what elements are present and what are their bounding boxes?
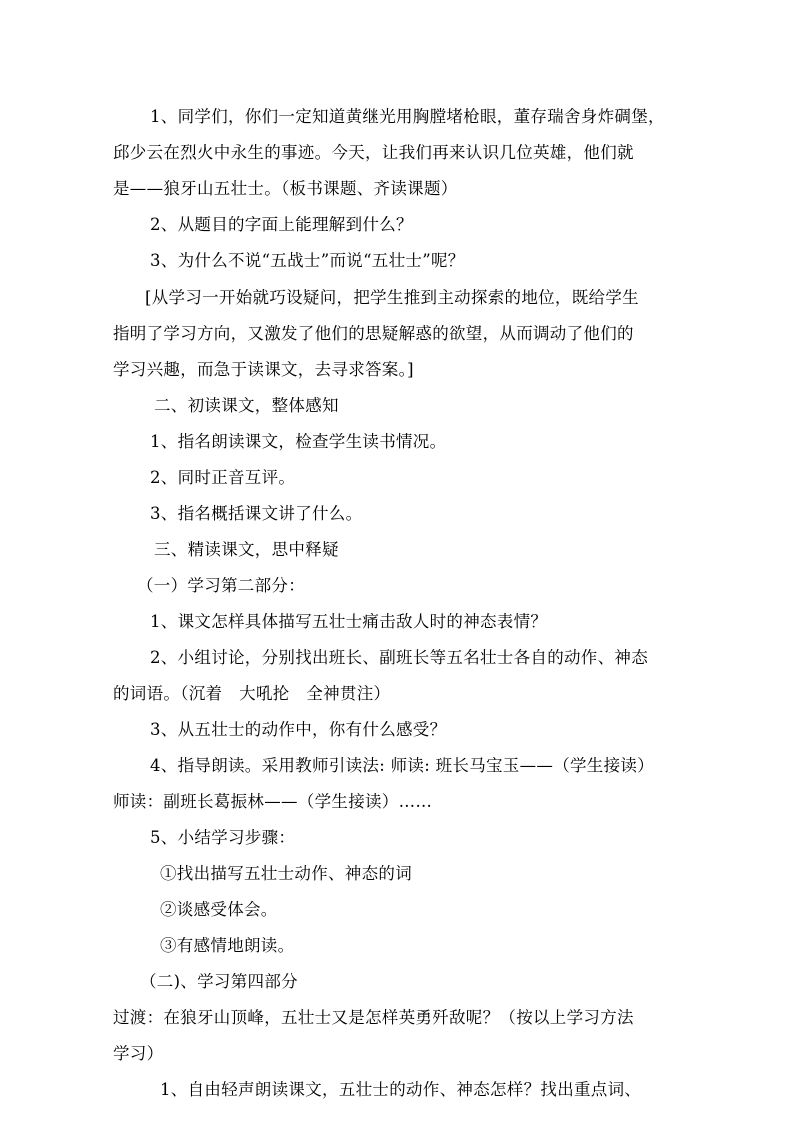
subsection-heading: （一）学习第二部分： — [137, 576, 305, 595]
list-item: 1、自由轻声朗读课文，五壮士的动作、神态怎样？找出重点词、 — [160, 1080, 642, 1099]
list-item: 2、同时正音互评。 — [150, 468, 296, 487]
paragraph-line: 2、从题目的字面上能理解到什么？ — [150, 215, 413, 234]
list-item: 1、课文怎样具体描写五壮士痛击敌人时的神态表情？ — [150, 612, 548, 631]
transition-line: 过渡：在狼牙山顶峰，五壮士又是怎样英勇歼敌呢？（按以上学习方法 — [113, 1008, 634, 1027]
list-item: 3、从五壮士的动作中，你有什么感受？ — [150, 720, 447, 739]
list-item: 4、指导朗读。采用教师引读法: 师读: 班长马宝玉——（学生接读） — [150, 756, 655, 775]
list-item: 2、小组讨论，分别找出班长、副班长等五名壮士各自的动作、神态 — [150, 648, 648, 667]
step-item: ③有感情地朗读。 — [160, 936, 295, 955]
subsection-heading: （二)、学习第四部分 — [140, 972, 298, 991]
step-item: ①找出描写五壮士动作、神态的词 — [160, 864, 412, 883]
list-item: 的词语。（沉着 大吼抡 全神贯注） — [113, 684, 391, 703]
list-item: 1、指名朗读课文，检查学生读书情况。 — [150, 432, 447, 451]
commentary-line: [从学习一开始就巧设疑问，把学生推到主动探索的地位，既给学生 — [145, 288, 639, 307]
list-item: 师读：副班长葛振林——（学生接读）…… — [113, 792, 433, 811]
list-item: 5、小结学习步骤： — [150, 828, 296, 847]
paragraph-line: 是——狼牙山五壮士。（板书课题、齐读课题） — [113, 179, 458, 198]
section-heading: 二、初读课文，整体感知 — [154, 396, 339, 415]
section-heading: 三、精读课文，思中释疑 — [154, 540, 339, 559]
step-item: ②谈感受体会。 — [160, 900, 278, 919]
paragraph-line: 邱少云在烈火中永生的事迹。今天，让我们再来认识几位英雄，他们就 — [113, 143, 634, 162]
transition-line: 学习） — [113, 1044, 164, 1063]
paragraph-line: 3、为什么不说“五战士”而说“五壮士”呢？ — [150, 251, 465, 270]
commentary-line: 指明了学习方向，又激发了他们的思疑解惑的欲望，从而调动了他们的 — [113, 324, 634, 343]
commentary-line: 学习兴趣，而急于读课文，去寻求答案。] — [113, 360, 414, 379]
paragraph-line: 1、同学们，你们一定知道黄继光用胸膛堵枪眼，董存瑞舍身炸碉堡， — [150, 107, 665, 126]
list-item: 3、指名概括课文讲了什么。 — [150, 504, 363, 523]
